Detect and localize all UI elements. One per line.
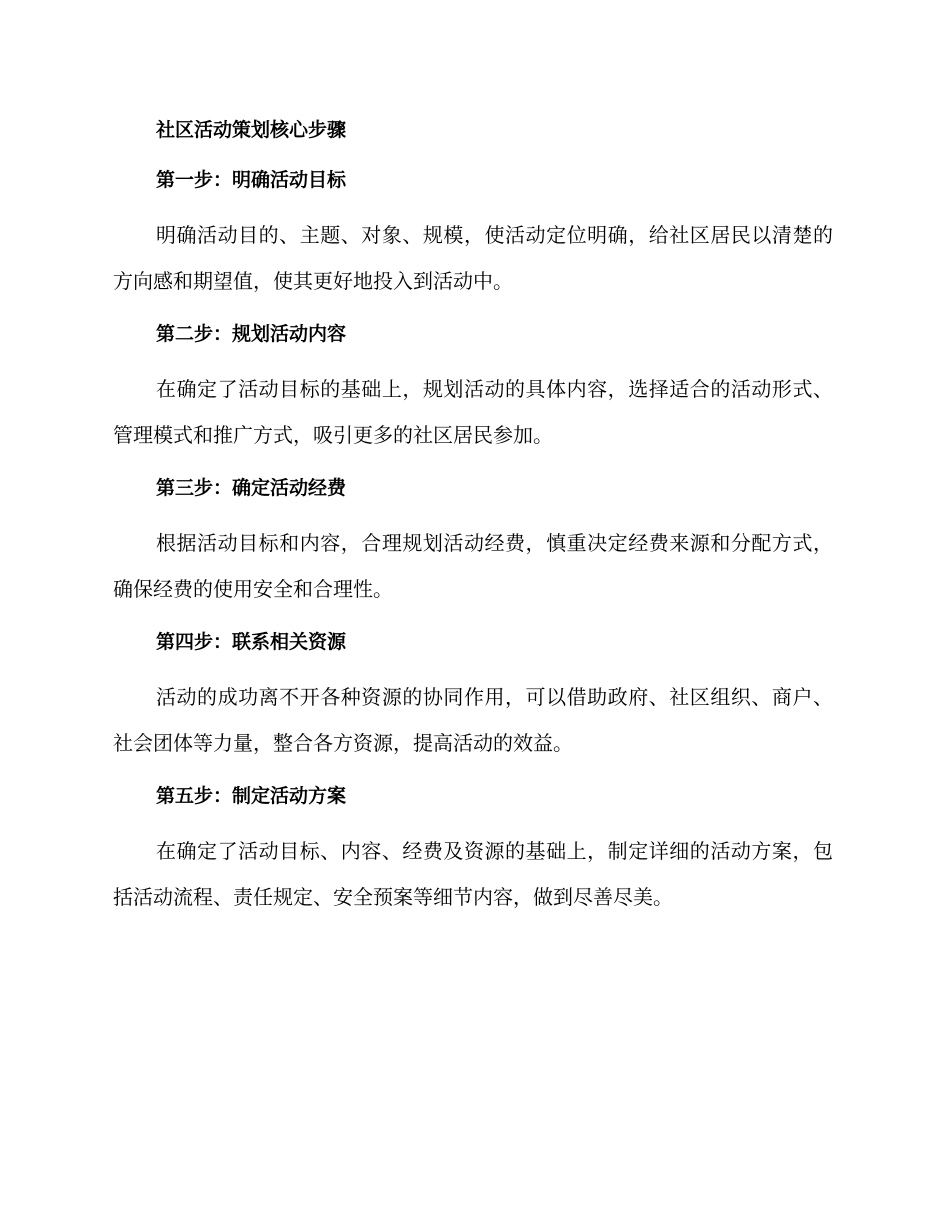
step-heading: 第四步：联系相关资源 <box>156 631 347 653</box>
step-heading: 第二步：规划活动内容 <box>156 323 347 345</box>
step-4 <box>113 624 833 766</box>
step-1 <box>113 162 833 304</box>
step-paragraph: 根据活动目标和内容，合理规划活动经费，慎重决定经费来源和分配方式，确保经费的使用安全和合理性。 <box>113 531 833 601</box>
step-heading: 第一步：明确活动目标 <box>156 169 347 191</box>
document-title: 社区活动策划核心步骤 <box>156 119 347 141</box>
step-2 <box>113 316 833 458</box>
step-paragraph: 明确活动目的、主题、对象、规模，使活动定位明确，给社区居民以清楚的方向感和期望值，使其更好地投入到活动中。 <box>113 223 833 293</box>
document-page <box>113 112 833 932</box>
step-paragraph: 在确定了活动目标、内容、经费及资源的基础上，制定详细的活动方案，包括活动流程、责任规定、安全预案等细节内容，做到尽善尽美。 <box>113 839 833 909</box>
step-5 <box>113 778 833 920</box>
step-heading: 第五步：制定活动方案 <box>156 785 347 807</box>
step-3 <box>113 470 833 612</box>
step-paragraph: 在确定了活动目标的基础上，规划活动的具体内容，选择适合的活动形式、管理模式和推广方式，吸引更多的社区居民参加。 <box>113 377 833 447</box>
step-paragraph: 活动的成功离不开各种资源的协同作用，可以借助政府、社区组织、商户、社会团体等力量，整合各方资源，提高活动的效益。 <box>113 685 833 755</box>
step-heading: 第三步：确定活动经费 <box>156 477 347 499</box>
